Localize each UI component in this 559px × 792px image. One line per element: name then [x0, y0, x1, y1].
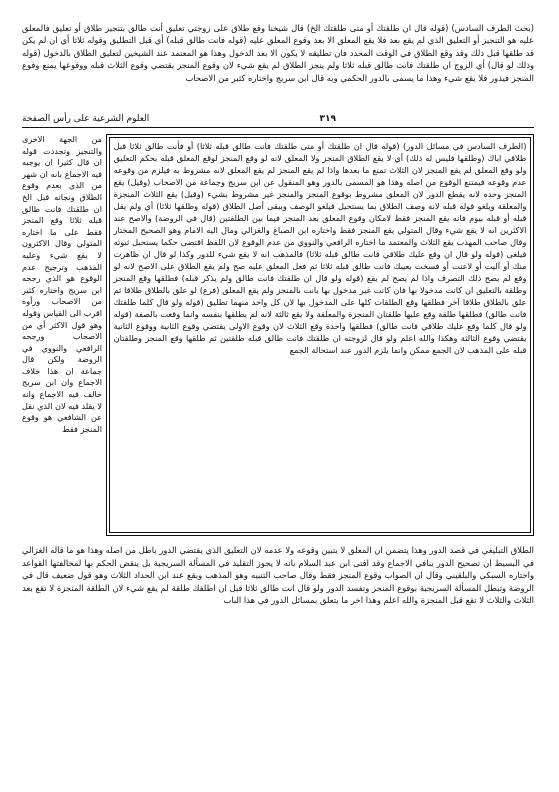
page-header — [22, 112, 534, 128]
bottom-commentary — [22, 544, 534, 680]
main-text-frame-inner — [109, 137, 532, 534]
page-number: ٣١٩ — [319, 114, 336, 124]
side-margin-commentary — [22, 134, 102, 536]
main-text: (الطرف السادس في مسائل الدور) (قوله قال ان طلقتك أو متى طلقتك فانت طالق قبله ثلاثا) أو فأنت طالق ثلاثا قبل طلاقي اياك (وطلقها فليس له ذلك) أي لا يقع الطلاق المنجز ولا المعلق لانه لو وقع المنجز لوقع المعلق قبله بحكم التعليق ولو وقع المعلق لم يقع المنجز لان الثلاث تمنع ما بعدها واذا لم يقع المنجز لم يقع المعلق لانه مشروط به فيلزم من وقوعه عدم وقوعه فيمتنع الوقوع من اصله وهذا هو المسمى بالدور وهو المنقول عن ابن سريج وجماعة من الاصحاب (وقيل) يقع المنجز وحده لانه يقطع الدور لان المعلق مشروط بوقوع المنجز والمنجز غير مشروط بشيء (وقيل) يقع الثلاث المنجزة والمعلقة ويلغو قوله قبله لانه وصف الطلاق بما يستحيل فيلغو الوصف ويبقى أصل الطلاق (قوله وطلقها ثلاثا) أي ولم يقل قبله أو قبله بيوم فانه يقع المنجز فقط لامكان وقوع المعلق بعد المنجز فيما بين الطلقتين (قال في الروضة) والاصح عند الاكثرين انه لا يقع شيء وقال المتولي يقع المنجز فقط واختاره ابن الصباغ والغزالي ومال اليه الامام وهو الصحيح المختار وقال صاحب المهذب يقع الثلاث والمعتمد ما اختاره الرافعي والنووي من عدم الوقوع لان اللفظ اقتضى حكما يستحيل ثبوته فيلغى (قوله ولو قال ان وقع عليك طلاقي فانت طالق قبله ثلاثا) فالمذهب انه لا يقع شيء للدور وكذا لو قال ان ظاهرت منك أو آليت أو لاعنت أو فسخت بعيبك فانت طالق قبله ثلاثا ثم فعل المعلق عليه صح ولم يقع الطلاق على الاصح لانه لو وقع لم يصح ذلك التصرف واذا لم يصح لم يقع (قوله ولو قال ان طلقتك فانت طالق ولم يذكر قبله) فطلقها وقع المنجز وطلقة بالتعليق ان كانت مدخولا بها فان كانت غير مدخول بها بانت بالمنجز ولم يقع المعلق (فرع) لو علق بالطلاق طلاقا ثم علق بالطلاق طلاقا آخر فطلقها وقع الطلقات كلها على المدخول بها لان كل واحد منهما تطليق (قوله ولو قال كلما طلقتك فانت طالق) فطلقها طلقة وقع عليها طلقتان المنجزة والمعلقة ولا يقع ثالثة لانه لم يطلقها بنفسه وانما وقعت بالصفة (قوله ولو قال كلما وقع عليك طلاقي فانت طالق) فطلقها واحدة وقع الثلاث لان وقوع الاولى يقتضي وقوع الثانية ووقوع الثانية يقتضي وقوع الثالثة وهكذا والله اعلم ولو قال لزوجته ان طلقتك فانت طالق قبله طلقتين ثم طلقها وقع المنجز وطلقتان قبله على المذهب لان الجمع ممكن وانما يلزم الدور عند استحالة الجمع — [113, 140, 527, 356]
gutter-text: من الجهة الاخرى والتنجيز وتجددت قوله ان قال كثيرا ان يوجبه فيه الاجماع بانه ان شهر من الذي بعدم وقوع الطلاق ونجاته قبل الخ ان طلقتك فانت طالق قبله ثلاثا وقع المنجز فقط على ما اختاره المتولي وقال الاكثرون لا يقع شيء وعليه المذهب وترجيح عدم الوقوع هو الذي رجحه ابن سريج واختاره كثير من الاصحاب ورأوه اقرب الى القياس وقوله وهو قول الاكثر أي من الاصحاب ورجحه الرافعي والنووي في الروضة ولكن قال جماعة ان هذا خلاف الاجماع وان ابن سريج خالف فيه الاجماع وانه لا يقلد فيه لان الذي نقل عن الشافعي هو وقوع المنجز فقط — [22, 134, 102, 434]
top-margin-commentary — [22, 22, 534, 114]
main-text-frame — [106, 134, 534, 536]
bottom-text: الطلاق التبليغي في قصد الدور وهذا يتضمن ان المعلق لا يتبين وقوعه ولا عدمه لان التعليق الذي يقتضي الدور باطل من اصله وهذا هو ما قاله الغزالي في البسيط ان تصحيح الدور ينافي الاجماع وقد افتى ابن عبد السلام بانه لا يجوز التقليد في المسألة السريجية بل ينقض الحكم بها لمخالفتها القواعد واختاره السبكي والبلقيني وقال ان الصواب وقوع المنجز فقط وقال صاحب التنبيه وهو المذهب ويقع عند ابن الحداد الثلاث وهو قول ضعيف قال في الروضة وتبطل المسألة السريجية بوقوع المنجز وتفسد الدور ولو قال انت طالق ثلاثا قبل ان اطلقك طلقة لم يقع شيء لان الطلقة المنجزة لا تقع بعد الثلاث والثلاث لا تقع قبل المنجزة والله اعلم وهذا اخر ما يتعلق بمسائل الدور في هذا الباب — [22, 545, 534, 606]
running-header: العلوم الشرعية على رأس الصفحة — [22, 114, 150, 124]
top-margin-text: (بحث الطرف السادس) (قوله قال ان طلقتك أو متى طلقتك الخ) قال شيخنا وقع طلاق على زوجتي تعليق أنت طالق بتنجيز طلاق أو تعليق فالمعلق عليه هو التنجيز أو التعليق الذي لم يقع بعد فلا يقع المعلق الا بعد وقوع المعلق عليه (قوله فانت طالق قبله) أي قبل التطليق وقوله ثلاثا أي ان لم يكن قد طلقها قبل ذلك وقد وقع الطلاق في الوقت المحدد فان تطليقه لا يكون الا بعد الدخول وهذا هو المعتمد عند الشيخين لتعليق الطلاق بالدخول (قوله وذلك لو قال) أي الزوج ان طلقتك فانت طالق قبله ثلاثا ولم ينجز الطلاق لم يقع شيء لان وقوع المنجز يقتضي وقوع الثلاث قبله ووقوعها يمنع وقوع المنجز فيدور فلا يقع شيء وهذا ما يسمى بالدور الحكمي وبه قال ابن سريج واختاره كثير من الاصحاب — [22, 23, 534, 83]
